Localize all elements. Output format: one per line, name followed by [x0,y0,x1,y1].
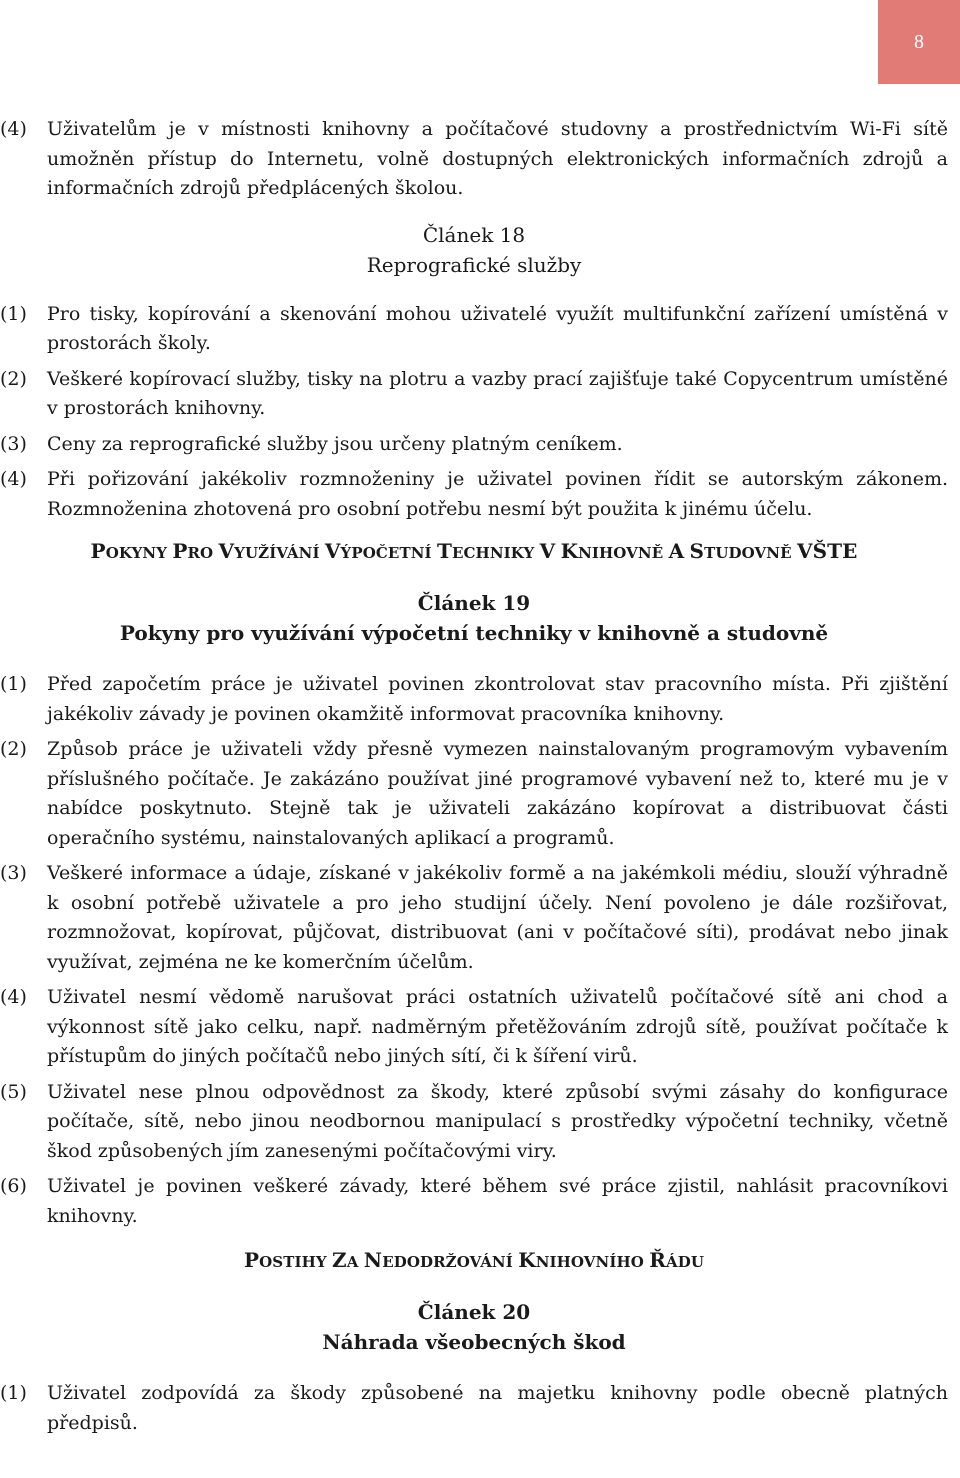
article-title: Náhrada všeobecných škod [322,1330,626,1354]
paragraph-number: (2) [0,367,27,390]
article-number: Článek 20 [417,1300,531,1324]
paragraph-text: Ceny za reprografické služby jsou určeny platným ceníkem. [47,432,623,455]
paragraph [0,735,948,853]
paragraph [0,983,948,1072]
paragraph [0,1379,948,1438]
article-title: Reprografické služby [366,252,582,277]
paragraph-text: Při pořizování jakékoliv rozmnoženiny je uživatel povinen řídit se autorským zákonem. Rozmnoženina zhotovená pro osobní potřebu nesmí být použita k jinému účelu. [47,468,948,520]
article-number: Článek 19 [417,591,531,615]
article-number: Článek 18 [422,222,526,247]
paragraph-number: (1) [0,1382,27,1404]
paragraph-text: Před započetím práce je uživatel povinen zkontrolovat stav pracovního místa. Při zjištění jakékoliv závady je povinen okamžitě informovat pracovníka knihovny. [47,673,948,725]
paragraph-number: (1) [0,302,27,325]
paragraph [0,465,948,524]
paragraph-text: Uživatelům je v místnosti knihovny a počítačové studovny a prostřednictvím Wi-Fi sítě umožněn přístup do Internetu, volně dostupných elektronických informačních zdrojů a informačních zdrojů předplácených školou. [47,118,948,199]
paragraph-number: (6) [0,1175,27,1197]
document-body [0,115,948,1438]
paragraph-text: Veškeré informace a údaje, získané v jakékoliv formě a na jakémkoli médiu, slouží výhradně k osobní potřebě uživatele a pro jeho studijní účely. Není povoleno je dále rozšiřovat, rozmnožovat, kopírovat, půjčovat, distribuovat (ani v počítačové síti), prodávat nebo jinak využívat, zejména ne ke komerčním účelům. [47,862,948,973]
paragraph-number: (1) [0,673,27,695]
paragraph-number: (2) [0,738,27,760]
paragraph-text: Uživatel nese plnou odpovědnost za škody, které způsobí svými zásahy do konfigurace počítače, sítě, nebo jinou neodbornou manipulací s prostředky výpočetní techniky, včetně škod způsobených jím zanesenými počítačovými viry. [47,1080,948,1162]
paragraph-number: (4) [0,118,27,140]
paragraph [0,115,948,204]
page-number: 8 [878,0,960,84]
paragraph [0,300,948,359]
paragraph [0,670,948,729]
paragraph-number: (4) [0,986,27,1008]
paragraph [0,430,948,460]
paragraph-number: (4) [0,468,27,490]
section-heading: POSTIHY ZA NEDODRŽOVÁNÍ KNIHOVNÍHO ŘÁDU [243,1248,704,1272]
paragraph-text: Veškeré kopírovací služby, tisky na plotru a vazby prací zajišťuje také Copycentrum umístěné v prostorách knihovny. [47,367,948,419]
article-title: Pokyny pro využívání výpočetní techniky v knihovně a studovně [119,621,829,645]
paragraph-text: Uživatel nesmí vědomě narušovat práci ostatních uživatelů počítačové sítě ani chod a výkonnost sítě jako celku, např. nadměrným přetěžováním zdrojů sítě, používat počítače k přístupům do jiných počítačů nebo jiných sítí, či k šíření virů. [47,986,948,1067]
paragraph-number: (5) [0,1080,27,1103]
paragraph-text: Pro tisky, kopírování a skenování mohou uživatelé využít multifunkční zařízení umístěná v prostorách školy. [47,302,948,354]
paragraph-text: Uživatel je povinen veškeré závady, které během své práce zjistil, nahlásit pracovníkovi knihovny. [47,1175,948,1227]
paragraph-number: (3) [0,862,27,884]
paragraph-number: (3) [0,432,27,455]
paragraph-text: Uživatel zodpovídá za škody způsobené na majetku knihovny podle obecně platných předpisů. [47,1382,948,1434]
paragraph [0,1078,948,1167]
paragraph-text: Způsob práce je uživateli vždy přesně vymezen nainstalovaným programovým vybavením příslušného počítače. Je zakázáno používat jiné programové vybavení než to, které mu je v nabídce poskytnuto. Stejně tak je uživateli zakázáno kopírovat a distribuovat části operačního systému, nainstalovaných aplikací a programů. [47,738,948,849]
paragraph [0,1172,948,1231]
paragraph [0,859,948,977]
paragraph [0,365,948,424]
section-heading: POKYNY PRO VYUŽÍVÁNÍ VÝPOČETNÍ TECHNIKY V KNIHOVNĚ A STUDOVNĚ VŠTE [90,539,858,563]
